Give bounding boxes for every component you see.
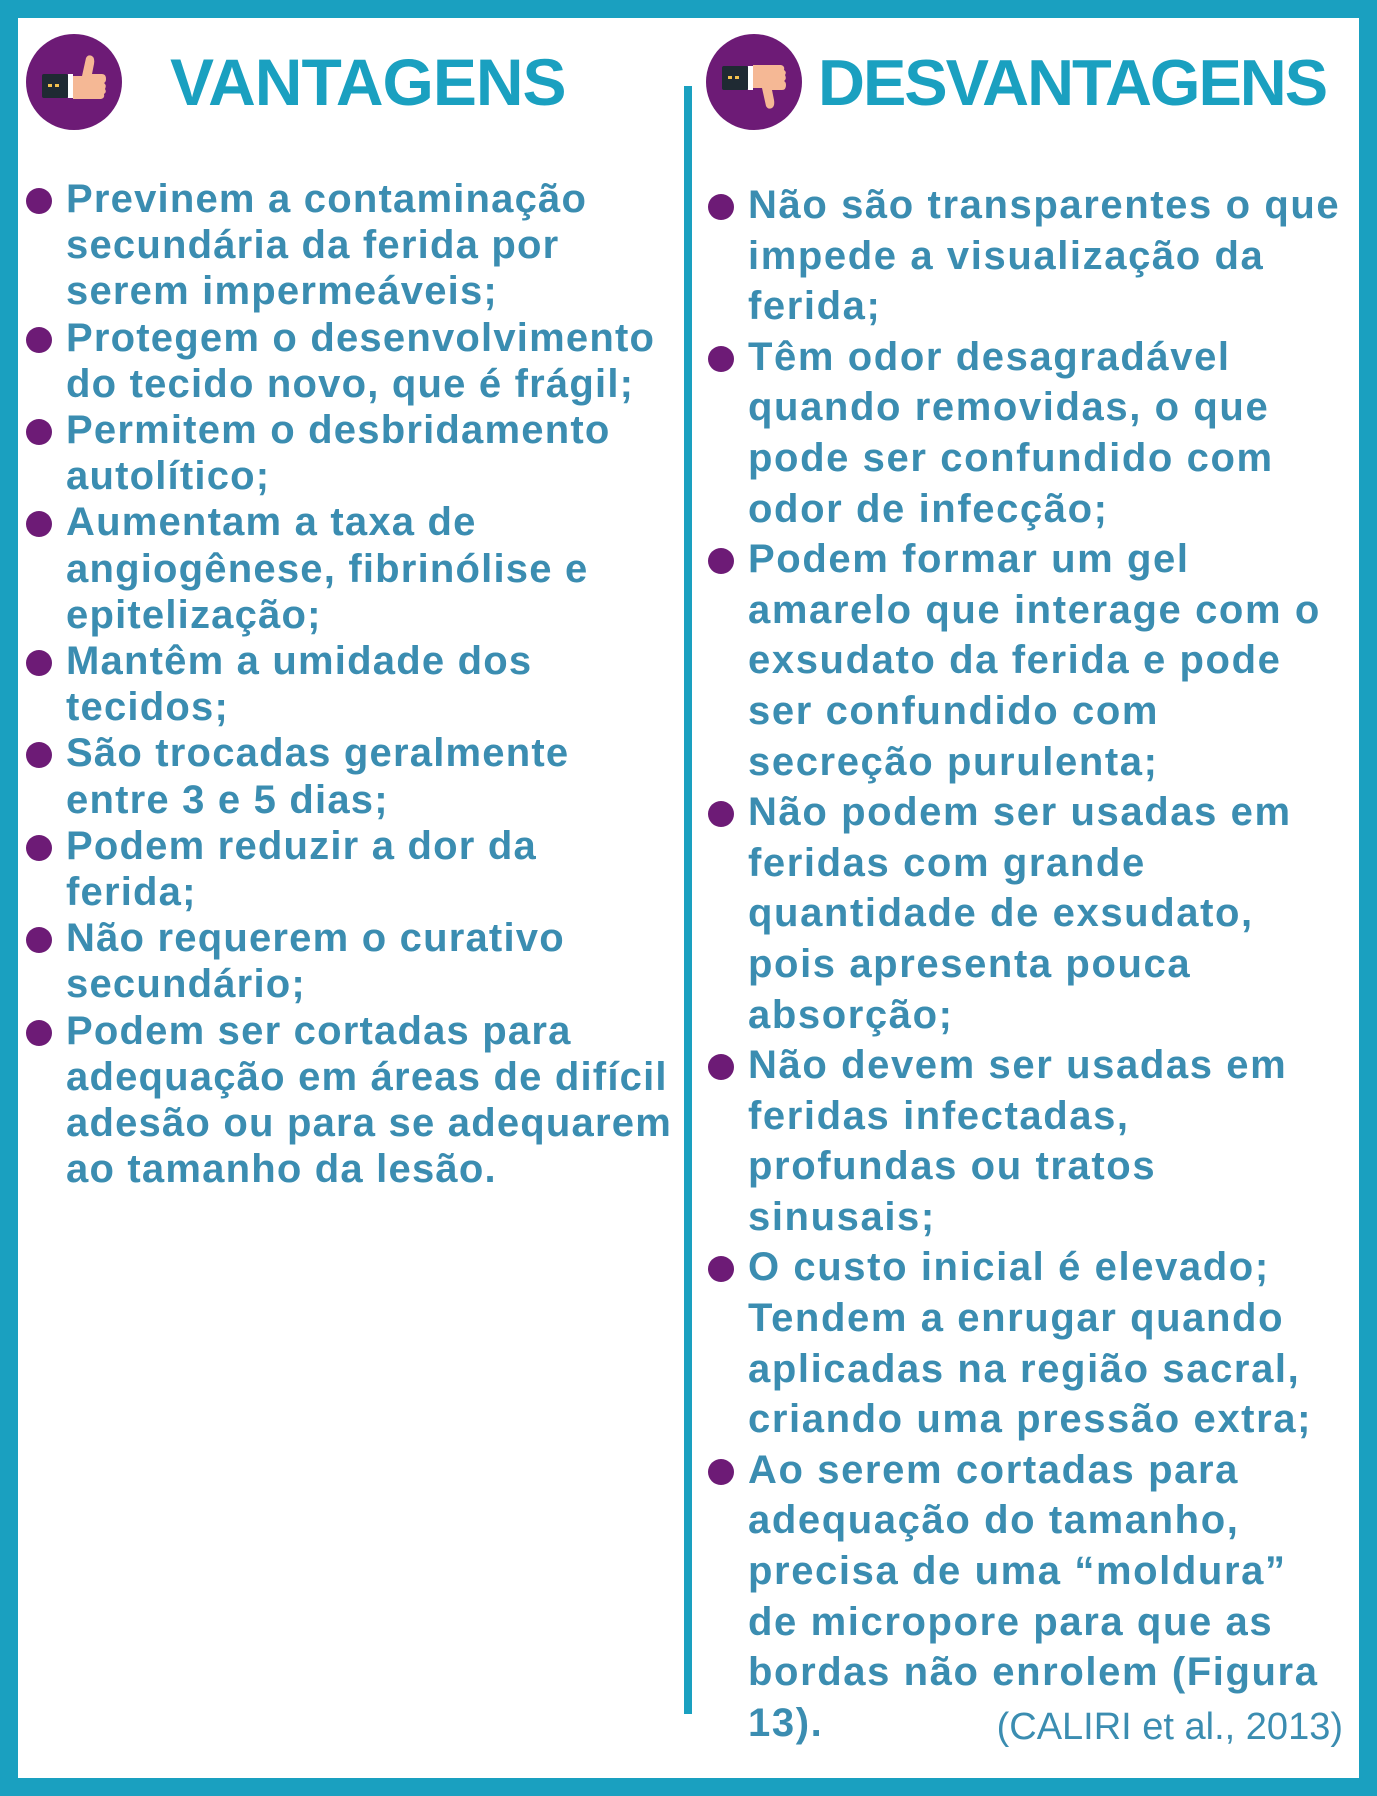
disadvantage-item: [706, 1242, 1346, 1444]
disadvantage-text: Podem formar um gel amarelo que interage com o exsudato da ferida e pode ser confundido com secreção purulenta;: [748, 537, 1321, 784]
advantage-item: [26, 638, 674, 730]
thumbs-down-icon: [706, 34, 802, 130]
disadvantage-item: [706, 332, 1346, 534]
thumbs-up-icon: [26, 34, 122, 130]
advantage-text: Não requerem o curativo secundário;: [66, 916, 565, 1007]
bullet-dot: [708, 548, 734, 574]
advantage-item: [26, 1008, 674, 1193]
advantage-item: [26, 915, 674, 1007]
disadvantages-title: DESVANTAGENS: [818, 45, 1327, 119]
bullet-dot: [708, 1256, 734, 1282]
disadvantages-header: [706, 30, 1346, 134]
disadvantages-column: [706, 30, 1346, 1748]
advantage-text: Mantêm a umidade dos tecidos;: [66, 639, 533, 730]
disadvantage-text: Não devem ser usadas em feridas infectadas, profundas ou tratos sinusais;: [748, 1043, 1288, 1239]
advantage-text: Protegem o desenvolvimento do tecido novo, que é frágil;: [66, 315, 656, 406]
advantages-column: [26, 30, 674, 1192]
disadvantage-item: [706, 180, 1346, 332]
disadvantage-item: [706, 534, 1346, 787]
advantage-item: [26, 176, 674, 315]
disadvantage-text: O custo inicial é elevado; Tendem a enrugar quando aplicadas na região sacral, criando uma pressão extra;: [748, 1245, 1313, 1442]
citation: (CALIRI et al., 2013): [996, 1706, 1343, 1748]
advantage-text: Podem reduzir a dor da ferida;: [66, 823, 537, 915]
disadvantage-item: [706, 1040, 1346, 1242]
bullet-dot: [708, 801, 734, 827]
advantage-item: [26, 730, 674, 822]
disadvantages-list: [706, 180, 1346, 1748]
advantages-header: [26, 30, 674, 134]
bullet-dot: [26, 742, 52, 768]
advantage-item: [26, 823, 674, 915]
advantage-text: São trocadas geralmente entre 3 e 5 dias;: [66, 731, 570, 822]
disadvantage-item: [706, 787, 1346, 1040]
bullet-dot: [708, 194, 734, 220]
bullet-dot: [26, 188, 52, 214]
bullet-dot: [26, 1020, 52, 1046]
bullet-dot: [26, 419, 52, 445]
advantage-text: Podem ser cortadas para adequação em áreas de difícil adesão ou para se adequarem ao tamanho da lesão.: [66, 1008, 672, 1192]
bullet-dot: [708, 1459, 734, 1485]
bullet-dot: [708, 1054, 734, 1080]
disadvantage-text: Ao serem cortadas para adequação do tamanho, precisa de uma “moldura” de micropore para que as bordas não enrolem (Figura 13).: [748, 1447, 1319, 1745]
advantage-text: Previnem a contaminação secundária da ferida por serem impermeáveis;: [66, 177, 588, 314]
advantage-item: [26, 407, 674, 499]
disadvantage-item: [706, 1445, 1346, 1749]
advantage-item: [26, 499, 674, 638]
bullet-dot: [26, 927, 52, 953]
column-divider: [684, 86, 692, 1714]
bullet-dot: [26, 650, 52, 676]
advantages-title: VANTAGENS: [170, 45, 566, 119]
advantages-list: [26, 176, 674, 1192]
disadvantage-text: Não são transparentes o que impede a visualização da ferida;: [748, 183, 1341, 329]
advantage-text: Permitem o desbridamento autolítico;: [66, 408, 611, 499]
advantage-item: [26, 315, 674, 407]
disadvantage-text: Têm odor desagradável quando removidas, o que pode ser confundido com odor de infecção;: [748, 334, 1274, 531]
bullet-dot: [26, 835, 52, 861]
bullet-dot: [26, 511, 52, 537]
bullet-dot: [708, 346, 734, 372]
disadvantage-text: Não podem ser usadas em feridas com grande quantidade de exsudato, pois apresenta pouca absorção;: [748, 790, 1292, 1037]
bullet-dot: [26, 327, 52, 353]
advantage-text: Aumentam a taxa de angiogênese, fibrinólise e epitelização;: [66, 500, 589, 637]
